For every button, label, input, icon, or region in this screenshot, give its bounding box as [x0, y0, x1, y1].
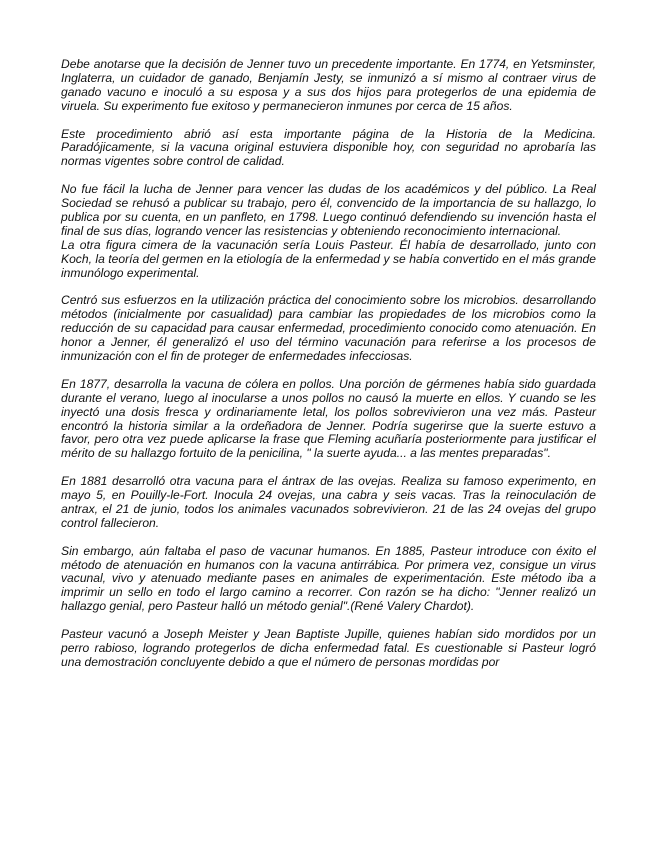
paragraph-procedure: Este procedimiento abrió así esta importante página de la Historia de la Medicina. Paradójicamente, si la vacuna original estuviera disponible hoy, con seguridad no aprobaría las normas vigentes sobre control de calidad. — [61, 126, 596, 169]
paragraph-jesty: Debe anotarse que la decisión de Jenner tuvo un precedente importante. En 1774, en Yetsminster, Inglaterra, un cuidador de ganado, Benjamín Jesty, se inmunizó a sí mismo al contraer virus de ganado vacuno e inoculó a su esposa y a sus dos hijos para protegerlos de una epidemia de viruela. Su experimento fue exitoso y permanecieron inmunes por cerca de 15 años. — [61, 57, 596, 113]
document-body — [61, 58, 596, 684]
paragraph-attenuation: Centró sus esfuerzos en la utilización práctica del conocimiento sobre los microbios. desarrollando métodos (inicialmente por casualidad) para cambiar las propiedades de los microbios como la reducción de su capacidad para causar enfermedad, procedimiento conocido como atenuación. En honor a Jenner, él generalizó el uso del término vacunación para referirse a los procesos de inmunización con el fin de proteger de enfermedades infecciosas. — [61, 293, 596, 363]
paragraph-pasteur-intro: La otra figura cimera de la vacunación sería Louis Pasteur. Él había de desarrollado, junto con Koch, la teoría del germen en la etiología de la enfermedad y se había convertido en el más grande inmunólogo experimental. — [61, 237, 596, 280]
paragraph-meister: Pasteur vacunó a Joseph Meister y Jean Baptiste Jupille, quienes habían sido mordidos por un perro rabioso, logrando protegerlos de dicha enfermedad fatal. Es cuestionable si Pasteur logró una demostración concluyente debido a que el número de personas mordidas por — [61, 627, 596, 669]
paragraph-rabies: Sin embargo, aún faltaba el paso de vacunar humanos. En 1885, Pasteur introduce con éxito el método de atenuación en humanos con la vacuna antirrábica. Por primera vez, consigue un virus vacunal, vivo y atenuado mediante pases en animales de experimentación. Este método iba a imprimir un sello en todo el largo camino a recorrer. Con razón se ha dicho: "Jenner realizó un hallazgo genial, pero Pasteur halló un método genial".(René Valery Chardot). — [61, 543, 596, 614]
paragraph-anthrax: En 1881 desarrolló otra vacuna para el ántrax de las ovejas. Realiza su famoso experimento, en mayo 5, en Pouilly-le-Fort. Inocula 24 ovejas, una cabra y seis vacas. Tras la reinoculación de antrax, el 21 de junio, todos los animales vacunados sobrevivieron. 21 de las 24 ovejas del grupo control fallecieron. — [61, 474, 596, 530]
paragraph-cholera: En 1877, desarrolla la vacuna de cólera en pollos. Una porción de gérmenes había sido guardada durante el verano, luego al inocularse a unos pollos no causó la muerte en ellos. Y cuando se les inyectó una dosis fresca y ordinariamente letal, los pollos sobrevivieron una vez más. Pasteur encontró la historia similar a la ordeñadora de Jenner. Podría sugerirse que la suerte estuvo a favor, pero otra vez puede aplicarse la frase que Fleming acuñaría posteriormente para justificar el mérito de su hallazgo fortuito de la penicilina, " la suerte ayuda... a las mentes preparadas". — [61, 376, 596, 461]
paragraph-jenner-struggle: No fue fácil la lucha de Jenner para vencer las dudas de los académicos y del público. La Real Sociedad se rehusó a publicar su trabajo, pero él, convencido de la importancia de su hallazgo, lo publica por su cuenta, en un panfleto, en 1798. Luego continuó defendiendo su invención hasta el final de sus días, logrando vencer las resistencias y obteniendo reconocimiento internacional. — [61, 182, 596, 238]
